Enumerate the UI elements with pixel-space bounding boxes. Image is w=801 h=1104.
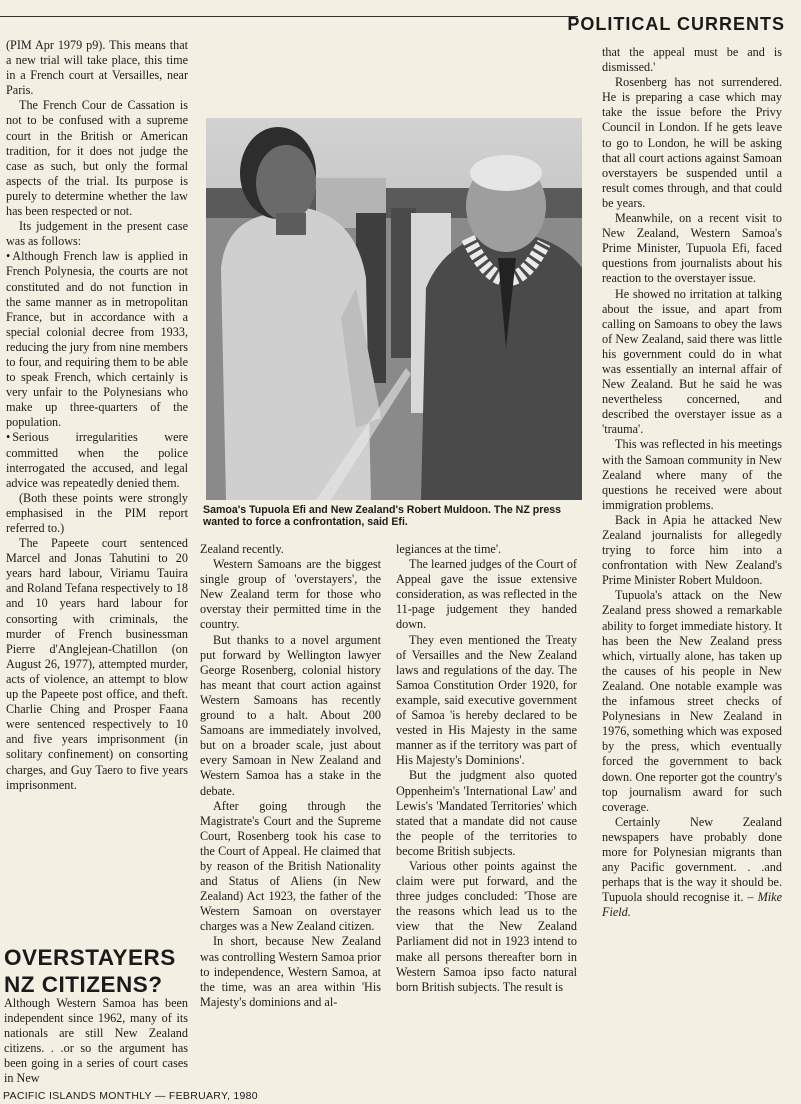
- column-2: [200, 542, 381, 1010]
- paragraph: [602, 815, 782, 921]
- paragraph: But thanks to a novel argument put forward by Wellington lawyer George Rosenberg, colonial history has meant that court action against Western Samoans has recently ground to a halt. About 200 Samoans are immediately involved, but on a broader scale, just about every Samoan in New Zealand and Western Samoa has a stake in the debate.: [200, 632, 381, 798]
- paragraph: Various other points against the claim were put forward, and the three judges concluded: 'Those are the reasons which lead us to the view that the New Zealand Parliament did not in 1923 intend to make all persons thereafter born in Western Samoa ipso facto natural born British subjects. The result is: [396, 858, 577, 994]
- news-photo: [206, 118, 582, 500]
- paragraph: The learned judges of the Court of Appeal gave the issue extensive consideration, as was reflected in the 11-page judgement they handed down.: [396, 557, 577, 632]
- paragraph: They even mentioned the Treaty of Versailles and the New Zealand laws and regulations of the day. The Samoa Constitution Order 1920, for example, said executive government of Samoa 'is hereby declared to be vested in His Majesty in the same manner as if the territory was part of His Majesty's Dominions'.: [396, 632, 577, 768]
- paragraph: In short, because New Zealand was controlling Western Samoa prior to independence, Western Samoa, at the time, was an area within 'His Majesty's dominions and al-: [200, 934, 381, 1009]
- paragraph: Back in Apia he attacked New Zealand journalists for allegedly trying to force him into a confrontation with New Zealand's Prime Minister Robert Muldoon.: [602, 512, 782, 588]
- paragraph: Its judgement in the present case was as follows:: [6, 219, 188, 249]
- column-1: [6, 38, 188, 793]
- byline: Mike Field.: [602, 890, 782, 920]
- bullet-paragraph: • Although French law is applied in French Polynesia, the courts are not constituted and do not function in the same manner as in metropolitan France, but in accordance with a special colonial decree from 1933, reducing the jury from nine members to four, and requiring them to be able to speak French, which certainly is very unfair to the Polynesians who make up three-quarters of the population.: [6, 249, 188, 430]
- paragraph: This was reflected in his meetings with the Samoan community in New Zealand where many of the questions he received were about immigration problems.: [602, 437, 782, 512]
- paragraph: that the appeal must be and is dismissed.': [602, 45, 782, 75]
- paragraph: The Papeete court sentenced Marcel and Jonas Tahutini to 20 years hard labour, Viriamu Tauira and Roland Tefana respectively to 18 and 10 years hard labour for consorting with criminals, the murder of French businessman Pierre d'Anglejean-Chatillon (on August 26, 1977), attempted murder, acts of violence, an attempt to blow up the Papeete post office, and theft. Charlie Ching and Prosper Faana were sentenced respectively to 10 and five years imprisonment (in solitary confinement) on consorting charges, and Guy Taero to five years imprisonment.: [6, 536, 188, 792]
- bullet-paragraph: • Serious irregularities were committed when the police interrogated the accused, and legal advice was repeatedly denied them.: [6, 430, 188, 490]
- paragraph: legiances at the time'.: [396, 542, 502, 556]
- column-3: [396, 542, 577, 995]
- paragraph: Tupuola's attack on the New Zealand press showed a remarkable ability to forget immediate history. It has been the New Zealand press which, virtually alone, has taken up the causes of his people in New Zealand. One notable example was the infamous street checks of Polynesians in New Zealand in 1976, something which was exposed by the press, which eventually forced the government to back down. One reporter got the country's top journalism award for such coverage.: [602, 588, 782, 814]
- paragraph: After going through the Magistrate's Court and the Supreme Court, Rosenberg took his case to the Court of Appeal. He claimed that by reason of the British Nationality and Status of Aliens (in New Zealand) Act 1923, the father of the Western Samoan on overstayer charges was a New Zealand citizen.: [200, 798, 381, 934]
- paragraph: (PIM Apr 1979 p9). This means that a new trial will take place, this time in a French court at Versailles, near Paris.: [6, 38, 188, 98]
- paragraph: Meanwhile, on a recent visit to New Zealand, Western Samoa's Prime Minister, Tupuola Efi, faced questions from journalists about his reaction to the overstayer issue.: [602, 211, 782, 286]
- headline-line-2: NZ CITIZENS?: [4, 972, 163, 997]
- photo-illustration: [206, 118, 582, 500]
- header-rule: [0, 16, 578, 17]
- paragraph: (Both these points were strongly emphasised in the PIM report referred to.): [6, 490, 188, 535]
- paragraph: Zealand recently.: [200, 542, 284, 556]
- article-intro: [4, 996, 188, 1087]
- paragraph: Rosenberg has not surrendered. He is preparing a case which may take the issue before the Privy Council in London. If he gets leave to go to London, he will be asking that all court actions against Samoan overstayers be suspended until a result comes through, and that could be years.: [602, 75, 782, 210]
- paragraph-text: Certainly New Zealand newspapers have probably done more for Polynesian migrants than any Pacific government. . .and perhaps that is the way it should be. Tupuola should recognise it. –: [602, 814, 782, 905]
- photo-caption: Samoa's Tupuola Efi and New Zealand's Robert Muldoon. The NZ press wanted to force a confrontation, said Efi.: [203, 504, 562, 529]
- column-4: [602, 45, 782, 920]
- article-headline: [4, 944, 190, 998]
- paragraph: Although Western Samoa has been independent since 1962, many of its nationals are still New Zealand citizens. . .or so the argument has been going in a series of court cases in New: [4, 996, 188, 1086]
- section-title: POLITICAL CURRENTS: [567, 14, 785, 34]
- paragraph: He showed no irritation at talking about the issue, and apart from calling on Samoans to obey the laws of New Zealand, said there was little his government could do in what was essentially an internal affair of New Zealand. But he said he was nevertheless concerned, and described the overstayer issue as a 'trauma'.: [602, 286, 782, 437]
- paragraph: The French Cour de Cassation is not to be confused with a supreme court in the British or American tradition, for it does not judge the case as such, but only the formal aspects of the trial. Its purpose is purely to determine whether the law has been respected or not.: [6, 98, 188, 219]
- paragraph: Western Samoans are the biggest single group of 'overstayers', the New Zealand term for those who overstay their permitted time in the country.: [200, 557, 381, 632]
- headline-line-1: OVERSTAYERS: [4, 945, 176, 970]
- paragraph: But the judgment also quoted Oppenheim's 'International Law' and Lewis's 'Mandated Territories' which stated that a mandate did not cause the people of the territories to become British subjects.: [396, 768, 577, 858]
- page-footer: PACIFIC ISLANDS MONTHLY — FEBRUARY, 1980: [3, 1090, 258, 1102]
